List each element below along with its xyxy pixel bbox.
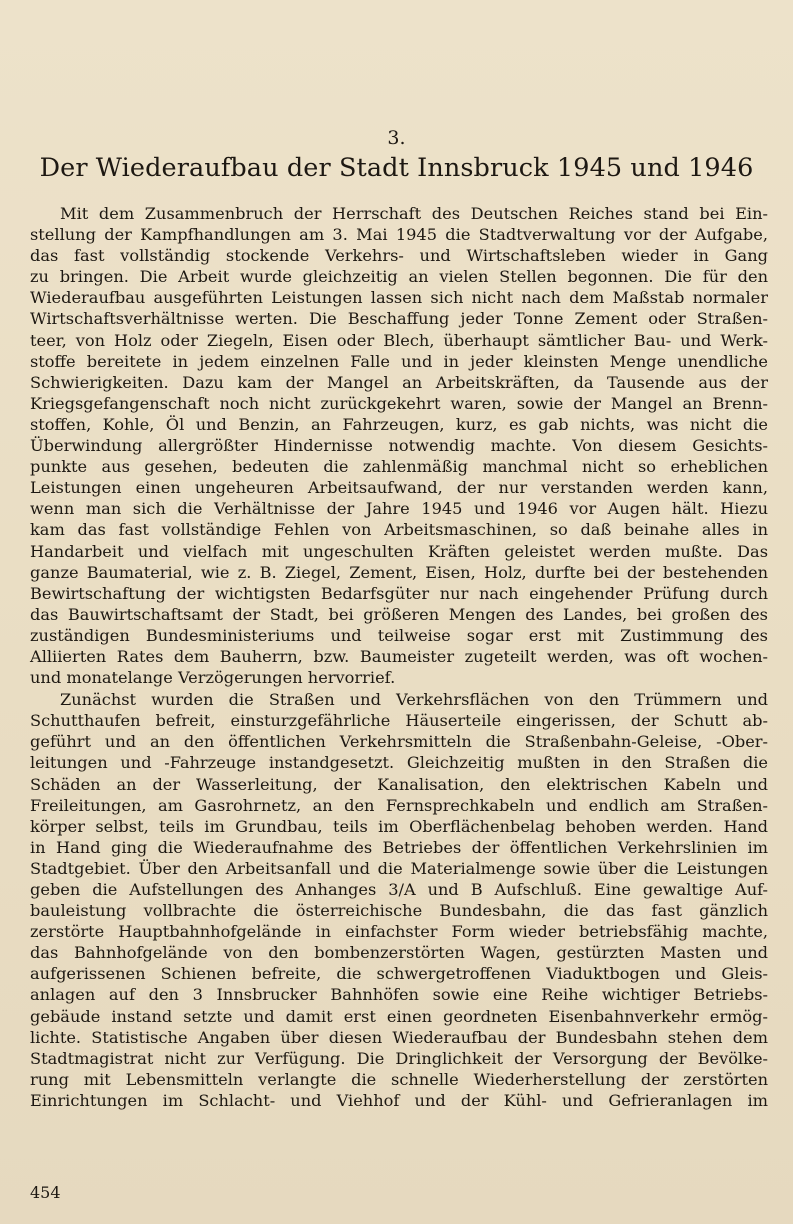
text-line: ganze Baumaterial, wie z. B. Ziegel, Zement, Eisen, Holz, durfte bei der bestehenden [30, 562, 768, 582]
text-line: Zunächst wurden die Straßen und Verkehrsflächen von den Trümmern und [60, 690, 768, 710]
text-line: Leistungen einen ungeheuren Arbeitsaufwand, der nur verstanden werden kann, [30, 478, 768, 498]
text-line: lichte. Statistische Angaben über diesen Wiederaufbau der Bundesbahn stehen dem [30, 1027, 768, 1047]
text-line: anlagen auf den 3 Innsbrucker Bahnhöfen sowie eine Reihe wichtiger Betriebs- [30, 985, 768, 1005]
text-line: Stadtmagistrat nicht zur Verfügung. Die Dringlichkeit der Versorgung der Bevölke- [30, 1048, 768, 1068]
text-line: aufgerissenen Schienen befreite, die schwergetroffenen Viaduktbogen und Gleis- [30, 964, 768, 984]
chapter-title: Der Wiederaufbau der Stadt Innsbruck 1945 und 1946 [39, 153, 754, 183]
text-line: zuständigen Bundesministeriums und teilweise sogar erst mit Zustimmung des [30, 625, 768, 645]
text-line: gebäude instand setzte und damit erst einen geordneten Eisenbahnverkehr ermög- [30, 1006, 768, 1026]
text-line: teer, von Holz oder Ziegeln, Eisen oder Blech, überhaupt sämtlicher Bau- und Werk- [30, 330, 768, 350]
text-line: körper selbst, teils im Grundbau, teils im Oberflächenbelag behoben werden. Hand [30, 816, 768, 836]
text-line: das Bauwirtschaftsamt der Stadt, bei größeren Mengen des Landes, bei großen des [30, 604, 768, 624]
text-line: und monatelange Verzögerungen hervorrief. [30, 668, 396, 688]
text-line: kam das fast vollständige Fehlen von Arbeitsmaschinen, so daß beinahe alles in [30, 520, 768, 540]
paragraph [30, 689, 768, 1111]
text-line: Mit dem Zusammenbruch der Herrschaft des Deutschen Reiches stand bei Ein- [60, 204, 768, 223]
text-line: bauleistung vollbrachte die österreichische Bundesbahn, die das fast gänzlich [30, 901, 768, 921]
text-line: stoffen, Kohle, Öl und Benzin, an Fahrzeugen, kurz, es gab nichts, was nicht die [30, 414, 768, 434]
text-line: stoffe bereitete in jedem einzelnen Falle und in jeder kleinsten Menge unendliche [30, 351, 768, 371]
text-line: zerstörte Hauptbahnhofgelände in einfachster Form wieder betriebsfähig machte, [30, 922, 768, 942]
text-line: Wiederaufbau ausgeführten Leistungen lassen sich nicht nach dem Maßstab normaler [30, 288, 768, 308]
text-line: Schutthaufen befreit, einsturzgefährliche Häuserteile eingerissen, der Schutt ab- [30, 711, 768, 731]
text-line: geführt und an den öffentlichen Verkehrsmitteln die Straßenbahn-Geleise, -Ober- [30, 732, 768, 752]
text-line: Alliierten Rates dem Bauherrn, bzw. Baumeister zugeteilt werden, was oft wochen- [30, 646, 768, 666]
text-line: Überwindung allergrößter Hindernisse notwendig machte. Von diesem Gesichts- [30, 436, 768, 456]
text-line: in Hand ging die Wiederaufnahme des Betriebes der öffentlichen Verkehrslinien im [30, 837, 768, 857]
page-number: 454 [30, 1183, 61, 1202]
text-line: das fast vollständig stockende Verkehrs- und Wirtschaftsleben wieder in Gang [30, 246, 768, 266]
text-line: Handarbeit und vielfach mit ungeschulten Kräften geleistet werden mußte. Das [30, 541, 768, 561]
text-line: rung mit Lebensmitteln verlangte die schnelle Wiederherstellung der zerstörten [30, 1069, 768, 1089]
text-line: Bewirtschaftung der wichtigsten Bedarfsgüter nur nach eingehender Prüfung durch [30, 583, 768, 603]
text-line: Wirtschaftsverhältnisse werten. Die Beschaffung jeder Tonne Zement oder Straßen- [30, 309, 768, 329]
text-line: das Bahnhofgelände von den bombenzerstörten Wagen, gestürzten Masten und [30, 943, 768, 963]
text-line: leitungen und -Fahrzeuge instandgesetzt. Gleichzeitig mußten in den Straßen die [30, 753, 768, 773]
text-line: Stadtgebiet. Über den Arbeitsanfall und die Materialmenge sowie über die Leistungen [30, 858, 768, 878]
text-line: geben die Aufstellungen des Anhanges 3/A und B Aufschluß. Eine gewaltige Auf- [30, 880, 768, 899]
text-line: Freileitungen, am Gasrohrnetz, an den Fernsprechkabeln und endlich am Straßen- [30, 795, 768, 815]
text-line: Schwierigkeiten. Dazu kam der Mangel an Arbeitskräften, da Tausende aus der [30, 372, 768, 392]
text-line: Einrichtungen im Schlacht- und Viehhof und der Kühl- und Gefrieranlagen im [30, 1090, 768, 1110]
text-line: zu bringen. Die Arbeit wurde gleichzeitig an vielen Stellen begonnen. Die für den [30, 267, 768, 287]
text-line: stellung der Kampfhandlungen am 3. Mai 1945 die Stadtverwaltung vor der Aufgabe, [30, 225, 768, 245]
text-line: Kriegsgefangenschaft noch nicht zurückgekehrt waren, sowie der Mangel an Brenn- [30, 393, 768, 413]
body-text [30, 203, 768, 1111]
chapter-number: 3. [387, 127, 406, 149]
text-line: wenn man sich die Verhältnisse der Jahre 1945 und 1946 vor Augen hält. Hiezu [30, 499, 768, 519]
paragraph [30, 203, 768, 688]
text-line: punkte aus gesehen, bedeuten die zahlenmäßig manchmal nicht so erheblichen [30, 457, 768, 477]
text-line: Schäden an der Wasserleitung, der Kanalisation, den elektrischen Kabeln und [30, 774, 768, 794]
